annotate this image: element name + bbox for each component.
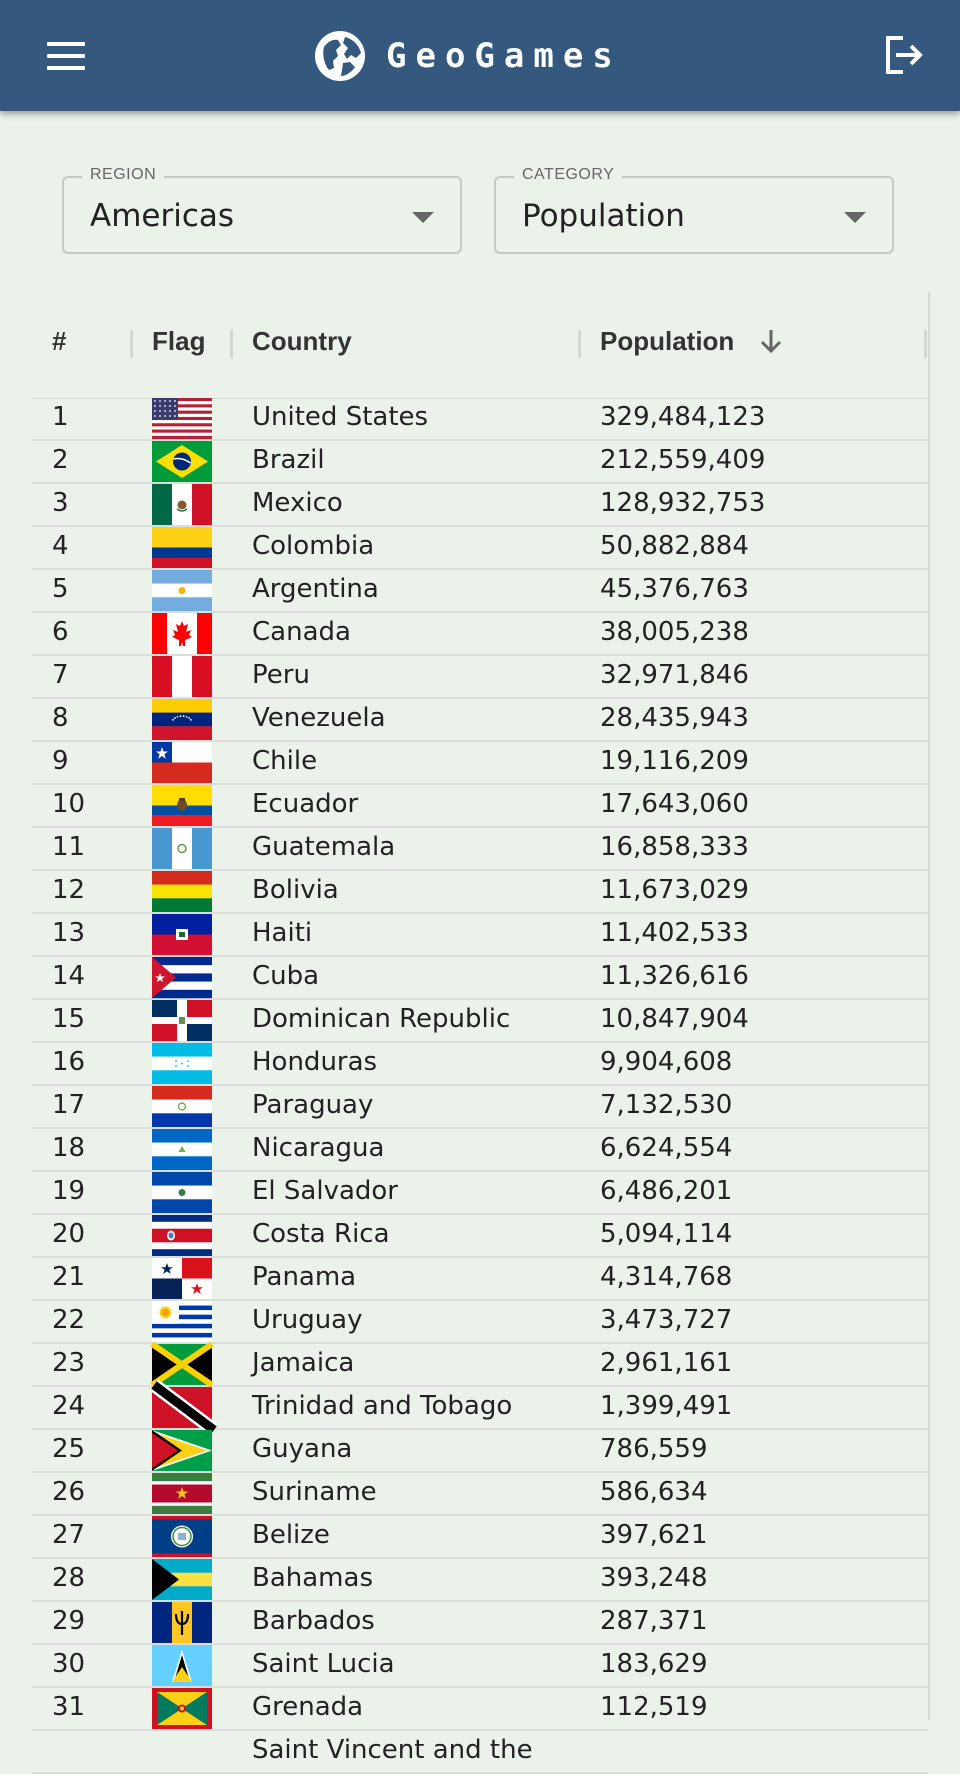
- row-rank: 3: [52, 488, 69, 518]
- flag-icon-ht: [152, 914, 212, 955]
- row-population: 11,402,533: [600, 918, 749, 948]
- row-country: Bahamas: [252, 1563, 373, 1593]
- row-rank: 12: [52, 875, 86, 905]
- row-country: Trinidad and Tobago: [252, 1391, 513, 1421]
- table-row[interactable]: [32, 1430, 928, 1473]
- row-population: 45,376,763: [600, 574, 749, 604]
- flag-icon-pe: [152, 656, 212, 697]
- row-rank: 14: [52, 961, 86, 991]
- region-label: REGION: [82, 166, 164, 184]
- header-flag[interactable]: Flag: [152, 326, 206, 356]
- row-country: Jamaica: [252, 1348, 355, 1378]
- row-population: 16,858,333: [600, 832, 749, 862]
- table-row[interactable]: [32, 957, 928, 1000]
- globe-icon: [314, 30, 366, 82]
- table-row[interactable]: [32, 1387, 928, 1430]
- row-country: Uruguay: [252, 1305, 363, 1335]
- column-separator[interactable]: [924, 330, 927, 358]
- table-row[interactable]: [32, 1731, 928, 1774]
- row-rank: 26: [52, 1477, 86, 1507]
- row-population: 393,248: [600, 1563, 708, 1593]
- flag-icon-jm: [152, 1344, 212, 1385]
- app-title: GeoGames: [386, 36, 622, 76]
- flag-icon-do: [152, 1000, 212, 1041]
- table-row[interactable]: [32, 1559, 928, 1602]
- row-population: 11,326,616: [600, 961, 749, 991]
- row-population: 1,399,491: [600, 1391, 733, 1421]
- row-country: Ecuador: [252, 789, 359, 819]
- row-country: Barbados: [252, 1606, 375, 1636]
- row-rank: 8: [52, 703, 69, 733]
- flag-icon-gt: [152, 828, 212, 869]
- flag-icon-cu: [152, 957, 212, 998]
- table-row[interactable]: [32, 1129, 928, 1172]
- row-rank: 30: [52, 1649, 86, 1679]
- row-country: Saint Lucia: [252, 1649, 395, 1679]
- table-row[interactable]: [32, 828, 928, 871]
- row-rank: 15: [52, 1004, 86, 1034]
- row-population: 19,116,209: [600, 746, 749, 776]
- flag-icon-co: [152, 527, 212, 568]
- row-population: 10,847,904: [600, 1004, 749, 1034]
- row-rank: 2: [52, 445, 69, 475]
- table-row[interactable]: [32, 570, 928, 613]
- row-population: 5,094,114: [600, 1219, 733, 1249]
- row-population: 11,673,029: [600, 875, 749, 905]
- row-rank: 18: [52, 1133, 86, 1163]
- row-country: Suriname: [252, 1477, 377, 1507]
- row-population: 329,484,123: [600, 402, 766, 432]
- row-rank: 16: [52, 1047, 86, 1077]
- table-row[interactable]: [32, 1215, 928, 1258]
- row-population: 397,621: [600, 1520, 708, 1550]
- row-rank: 21: [52, 1262, 86, 1292]
- category-label: CATEGORY: [514, 166, 622, 184]
- column-separator[interactable]: [230, 330, 233, 358]
- flag-icon-mx: [152, 484, 212, 525]
- table-row[interactable]: [32, 1473, 928, 1516]
- table-row[interactable]: [32, 914, 928, 957]
- table-row[interactable]: [32, 1688, 928, 1731]
- app-bar: [0, 0, 960, 111]
- column-separator[interactable]: [130, 330, 133, 358]
- arrow-down-sort-icon[interactable]: [756, 326, 786, 356]
- row-population: 287,371: [600, 1606, 708, 1636]
- row-rank: 19: [52, 1176, 86, 1206]
- flag-icon-sv: [152, 1172, 212, 1213]
- row-country: Paraguay: [252, 1090, 374, 1120]
- row-country: Panama: [252, 1262, 357, 1292]
- row-rank: 23: [52, 1348, 86, 1378]
- flag-icon-tt: [152, 1387, 212, 1428]
- flag-icon-ve: [152, 699, 212, 740]
- table-row[interactable]: [32, 398, 928, 441]
- row-population: 212,559,409: [600, 445, 766, 475]
- flag-icon-gd: [152, 1688, 212, 1729]
- flag-icon-gy: [152, 1430, 212, 1471]
- table-row[interactable]: [32, 527, 928, 570]
- row-country: Argentina: [252, 574, 379, 604]
- row-population: 6,486,201: [600, 1176, 733, 1206]
- row-rank: 17: [52, 1090, 86, 1120]
- row-country: El Salvador: [252, 1176, 398, 1206]
- flag-icon-br: [152, 441, 212, 482]
- flag-icon-cl: [152, 742, 212, 783]
- row-country: Honduras: [252, 1047, 378, 1077]
- flag-icon-lc: [152, 1645, 212, 1686]
- row-country: Canada: [252, 617, 351, 647]
- table-row[interactable]: [32, 1000, 928, 1043]
- row-country: United States: [252, 402, 429, 432]
- table-row[interactable]: [32, 1516, 928, 1559]
- row-rank: 4: [52, 531, 69, 561]
- region-value: Americas: [90, 198, 235, 234]
- table-row[interactable]: [32, 785, 928, 828]
- table-row[interactable]: [32, 742, 928, 785]
- row-rank: 10: [52, 789, 86, 819]
- flag-icon-ni: [152, 1129, 212, 1170]
- row-country: Costa Rica: [252, 1219, 390, 1249]
- flag-icon-sr: [152, 1473, 212, 1514]
- row-population: 128,932,753: [600, 488, 766, 518]
- header-population[interactable]: Population: [600, 326, 735, 356]
- row-country: Peru: [252, 660, 310, 690]
- menu-icon[interactable]: [47, 42, 85, 70]
- table-row[interactable]: [32, 1258, 928, 1301]
- row-population: 586,634: [600, 1477, 708, 1507]
- table-row[interactable]: [32, 1344, 928, 1387]
- row-country: Belize: [252, 1520, 330, 1550]
- row-rank: 11: [52, 832, 86, 862]
- row-rank: 7: [52, 660, 69, 690]
- logout-icon[interactable]: [883, 35, 925, 75]
- row-country: Haiti: [252, 918, 313, 948]
- table-row[interactable]: [32, 1043, 928, 1086]
- table-row[interactable]: [32, 1645, 928, 1688]
- row-population: 2,961,161: [600, 1348, 733, 1378]
- row-population: 786,559: [600, 1434, 708, 1464]
- row-rank: 9: [52, 746, 69, 776]
- row-country: Guatemala: [252, 832, 396, 862]
- row-rank: 20: [52, 1219, 86, 1249]
- row-population: 50,882,884: [600, 531, 749, 561]
- brand: [314, 30, 622, 82]
- column-separator[interactable]: [578, 330, 581, 358]
- row-rank: 24: [52, 1391, 86, 1421]
- table-row[interactable]: [32, 1172, 928, 1215]
- flag-icon-ar: [152, 570, 212, 611]
- flag-icon-bb: [152, 1602, 212, 1643]
- row-country: Chile: [252, 746, 318, 776]
- row-country: Saint Vincent and the: [252, 1735, 533, 1765]
- row-rank: 13: [52, 918, 86, 948]
- table-row[interactable]: [32, 1301, 928, 1344]
- table-row[interactable]: [32, 656, 928, 699]
- row-country: Nicaragua: [252, 1133, 385, 1163]
- flag-icon-uy: [152, 1301, 212, 1342]
- row-rank: 5: [52, 574, 69, 604]
- table-body: [32, 398, 928, 1774]
- row-rank: 28: [52, 1563, 86, 1593]
- flag-icon-bo: [152, 871, 212, 912]
- row-population: 7,132,530: [600, 1090, 733, 1120]
- row-population: 17,643,060: [600, 789, 749, 819]
- flag-icon-py: [152, 1086, 212, 1127]
- row-country: Dominican Republic: [252, 1004, 511, 1034]
- category-select[interactable]: [494, 166, 894, 254]
- table-row[interactable]: [32, 699, 928, 742]
- row-country: Bolivia: [252, 875, 339, 905]
- header-rank[interactable]: #: [52, 326, 67, 356]
- table-row[interactable]: [32, 441, 928, 484]
- header-country[interactable]: Country: [252, 326, 352, 356]
- chevron-down-icon: [844, 212, 866, 223]
- category-value: Population: [522, 198, 685, 234]
- row-population: 6,624,554: [600, 1133, 733, 1163]
- row-country: Cuba: [252, 961, 320, 991]
- flag-icon-hn: [152, 1043, 212, 1084]
- row-rank: 25: [52, 1434, 86, 1464]
- table-row[interactable]: [32, 871, 928, 914]
- row-country: Grenada: [252, 1692, 364, 1722]
- row-rank: 27: [52, 1520, 86, 1550]
- row-population: 38,005,238: [600, 617, 749, 647]
- row-population: 183,629: [600, 1649, 708, 1679]
- flag-icon-us: [152, 398, 212, 439]
- row-rank: 1: [52, 402, 69, 432]
- region-select[interactable]: [62, 166, 462, 254]
- flag-icon-bs: [152, 1559, 212, 1600]
- row-population: 32,971,846: [600, 660, 749, 690]
- flag-icon-ca: [152, 613, 212, 654]
- row-country: Venezuela: [252, 703, 386, 733]
- flag-icon-ec: [152, 785, 212, 826]
- row-rank: 29: [52, 1606, 86, 1636]
- row-population: 112,519: [600, 1692, 708, 1722]
- ranking-table: [32, 292, 930, 1765]
- row-population: 3,473,727: [600, 1305, 733, 1335]
- row-rank: 22: [52, 1305, 86, 1335]
- table-row[interactable]: [32, 1086, 928, 1129]
- row-population: 9,904,608: [600, 1047, 733, 1077]
- flag-icon-pa: [152, 1258, 212, 1299]
- table-row[interactable]: [32, 484, 928, 527]
- row-population: 28,435,943: [600, 703, 749, 733]
- row-rank: 6: [52, 617, 69, 647]
- table-row[interactable]: [32, 1602, 928, 1645]
- row-country: Mexico: [252, 488, 343, 518]
- row-country: Brazil: [252, 445, 325, 475]
- table-row[interactable]: [32, 613, 928, 656]
- row-population: 4,314,768: [600, 1262, 733, 1292]
- row-country: Colombia: [252, 531, 375, 561]
- table-header: [32, 292, 928, 399]
- row-rank: 31: [52, 1692, 86, 1722]
- chevron-down-icon: [412, 212, 434, 223]
- flag-icon-cr: [152, 1215, 212, 1256]
- row-country: Guyana: [252, 1434, 353, 1464]
- flag-icon-bz: [152, 1516, 212, 1557]
